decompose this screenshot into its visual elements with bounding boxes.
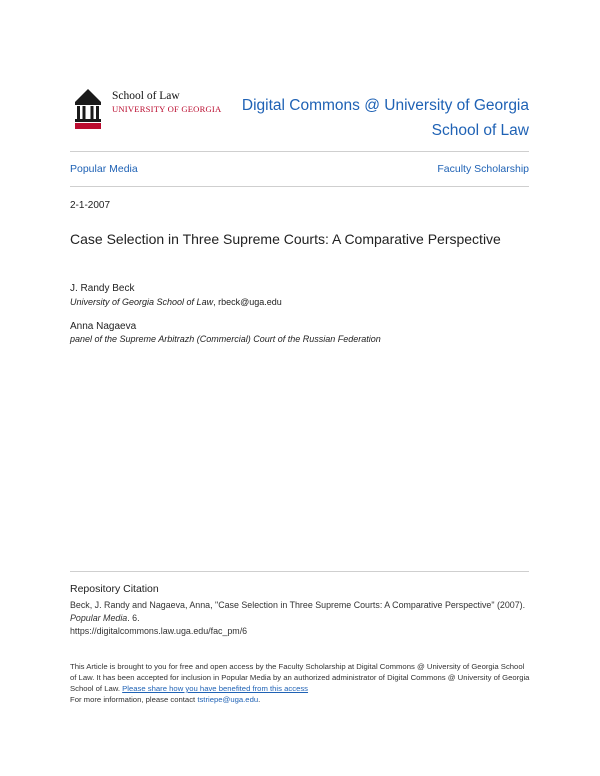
citation-body bbox=[70, 599, 532, 638]
citation-text: Beck, J. Randy and Nagaeva, Anna, "Case Selection in Three Supreme Courts: A Comparative Perspective" (2007). bbox=[70, 600, 526, 610]
article-title: Case Selection in Three Supreme Courts: A Comparative Perspective bbox=[70, 231, 501, 247]
citation-url[interactable]: https://digitalcommons.law.uga.edu/fac_pm/6 bbox=[70, 626, 248, 636]
citation-heading: Repository Citation bbox=[70, 583, 159, 595]
access-statement bbox=[70, 661, 532, 705]
nav-divider bbox=[70, 186, 529, 187]
access-text: This Article is brought to you for free and open access by the Faculty Scholarship at Digital Commons @ University of Georgia School of Law. It has been accepted for inclusion in Popular Media by an authorized administrator of Digital Commons @ University of Georgia School of Law. bbox=[70, 662, 530, 693]
contact-prefix: For more information, please contact bbox=[70, 695, 198, 704]
share-benefit-link[interactable]: Please share how you have benefited from this access bbox=[122, 684, 309, 693]
citation-series: Popular Media bbox=[70, 613, 128, 623]
logo-university: UNIVERSITY OF GEORGIA bbox=[112, 104, 222, 114]
citation-number: . 6. bbox=[127, 613, 140, 623]
publication-date: 2-1-2007 bbox=[70, 200, 111, 211]
header-divider bbox=[70, 151, 529, 152]
repository-title-line1[interactable]: Digital Commons @ University of Georgia bbox=[241, 97, 529, 114]
popular-media-link[interactable]: Popular Media bbox=[70, 163, 138, 175]
repository-title-line2[interactable]: School of Law bbox=[431, 122, 529, 139]
author-name: J. Randy Beck bbox=[70, 283, 135, 294]
author-affiliation bbox=[70, 333, 381, 345]
school-logo[interactable] bbox=[72, 86, 232, 132]
author-email[interactable]: , rbeck@uga.edu bbox=[213, 297, 282, 307]
affiliation-text: panel of the Supreme Arbitrazh (Commercial) Court of the Russian Federation bbox=[70, 334, 381, 344]
faculty-scholarship-link[interactable]: Faculty Scholarship bbox=[437, 163, 529, 175]
author-affiliation bbox=[70, 296, 282, 308]
author-name: Anna Nagaeva bbox=[70, 321, 137, 332]
logo-school-of-law: School of Law bbox=[112, 90, 180, 102]
contact-suffix: . bbox=[258, 695, 261, 704]
affiliation-text: University of Georgia School of Law bbox=[70, 297, 214, 307]
citation-divider bbox=[70, 571, 529, 572]
arch-logo-icon bbox=[72, 86, 104, 130]
contact-email-link[interactable]: tstriepe@uga.edu bbox=[197, 695, 259, 704]
repository-title[interactable] bbox=[209, 93, 529, 143]
